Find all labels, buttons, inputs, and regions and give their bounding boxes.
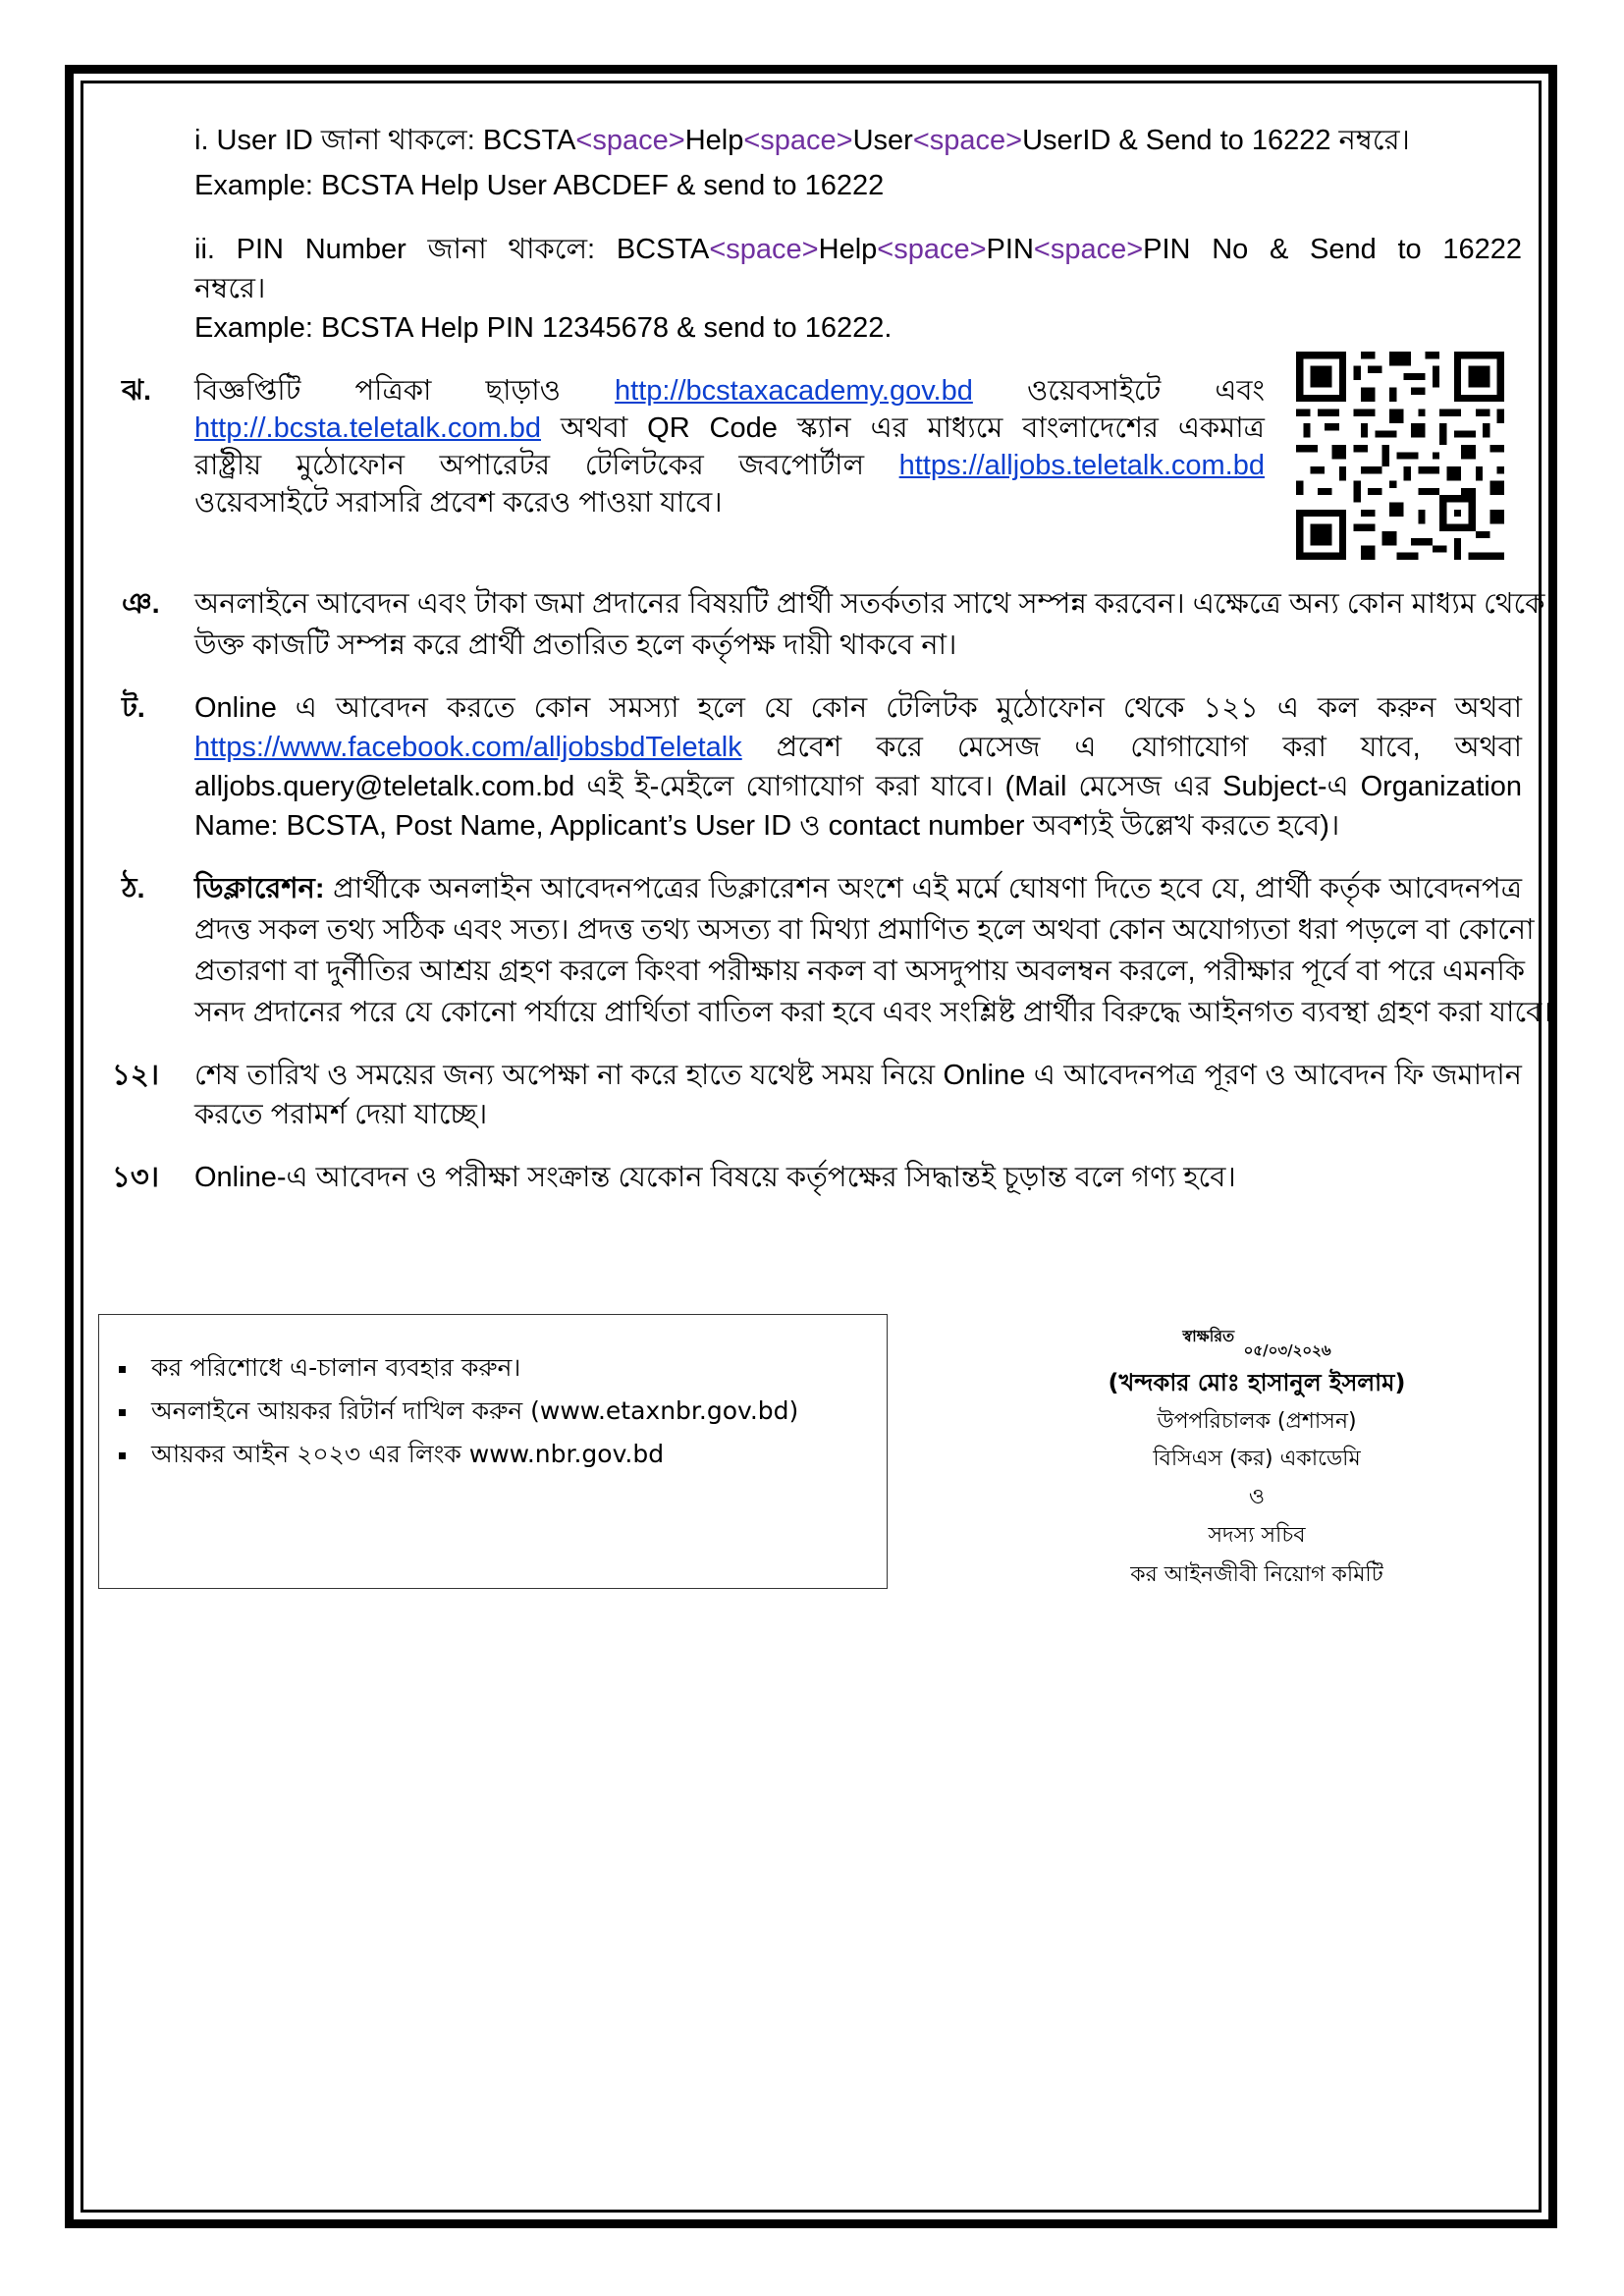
item-marker-jha: ঝ. xyxy=(122,375,152,407)
item-tha-line4: সনদ প্রদানের পরে যে কোনো পর্যায়ে প্রার্থিতা বাতিল করা হবে এবং সংশ্লিষ্ট প্রার্থীর বিরুদ্ধে আইনগত ব্যবস্থা গ্রহণ করা যাবে। xyxy=(194,997,1552,1028)
signatory-title: উপপরিচালক (প্রশাসন) xyxy=(1157,1409,1357,1434)
item-marker-tha: ঠ. xyxy=(122,873,145,904)
item-marker-12: ১২। xyxy=(112,1060,160,1091)
item-13-line1: Online-এ আবেদন ও পরীক্ষা সংক্রান্ত যেকোন বিষয়ে কর্তৃপক্ষের সিদ্ধান্তই চূড়ান্ত বলে গণ্য হবে। xyxy=(194,1162,1236,1193)
tax-info-box xyxy=(98,1314,888,1589)
item-nya-line1: অনলাইনে আবেদন এবং টাকা জমা প্রদানের বিষয়টি প্রার্থী সতর্কতার সাথে সম্পন্ন করবেন। এক্ষেত্রে অন্য কোন মাধ্যম থেকে xyxy=(194,588,1545,620)
item-ta-line1: Online এ আবেদন করতে কোন সমস্যা হলে যে কোন টেলিটক মুঠোফোন থেকে ১২১ এ কল করুন অথবা xyxy=(194,692,1522,724)
bullet-icon xyxy=(119,1409,126,1416)
item-marker-13: ১৩। xyxy=(112,1162,160,1193)
item-marker-nya: ঞ. xyxy=(122,588,160,620)
facebook-alljobs-link[interactable]: https://www.facebook.com/alljobsbdTeletalk xyxy=(194,732,742,763)
bcstaxacademy-link[interactable]: http://bcstaxacademy.gov.bd xyxy=(615,375,973,407)
item-nya-line2: উক্ত কাজটি সম্পন্ন করে প্রার্থী প্রতারিত হলে কর্তৃপক্ষ দায়ী থাকবে না। xyxy=(194,629,957,661)
signatory-name: (খন্দকার মোঃ হাসানুল ইসলাম) xyxy=(1108,1369,1406,1396)
instruction-pin-example: Example: BCSTA Help PIN 12345678 & send to 16222. xyxy=(194,312,893,344)
signatory-committee: কর আইনজীবী নিয়োগ কমিটি xyxy=(1130,1562,1383,1587)
info-bullet-3: আয়কর আইন ২০২৩ এর লিংক www.nbr.gov.bd xyxy=(119,1439,664,1470)
item-jha-line3: রাষ্ট্রীয় মুঠোফোন অপারেটর টেলিটকের জবপোর্টাল https://alljobs.teletalk.com.bd xyxy=(194,450,1265,481)
bullet-icon xyxy=(119,1366,126,1373)
item-tha-line1: ডিক্লারেশন: প্রার্থীকে অনলাইন আবেদনপত্রের ডিক্লারেশন অংশে এই মর্মে ঘোষণা দিতে হবে যে, প্রার্থী কর্তৃক আবেদনপত্র xyxy=(194,873,1523,904)
item-jha-line1: বিজ্ঞপ্তিটি পত্রিকা ছাড়াও http://bcstaxacademy.gov.bd ওয়েবসাইটে এবং xyxy=(194,375,1265,407)
item-12-line1: শেষ তারিখ ও সময়ের জন্য অপেক্ষা না করে হাতে যথেষ্ট সময় নিয়ে Online এ আবেদনপত্র পূরণ ও আবেদন ফি জমাদান xyxy=(194,1060,1522,1091)
signatory-title2: সদস্য সচিব xyxy=(1208,1523,1306,1548)
item-tha-line3: প্রতারণা বা দুর্নীতির আশ্রয় গ্রহণ করলে কিংবা পরীক্ষায় নকল বা অসদুপায় অবলম্বন করলে, পরীক্ষার পূর্বে বা পরে এমনকি xyxy=(194,956,1526,987)
item-tha-line2: প্রদত্ত সকল তথ্য সঠিক এবং সত্য। প্রদত্ত তথ্য অসত্য বা মিথ্যা প্রমাণিত হলে অথবা কোন অযোগ্যতা ধরা পড়লে বা কোনো xyxy=(194,914,1535,946)
instruction-user-id: i. User ID জানা থাকলে: BCSTA<space>Help<space>User<space>UserID & Send to 16222 নম্বরে। xyxy=(194,125,1410,156)
instruction-user-id-example: Example: BCSTA Help User ABCDEF & send to 16222 xyxy=(194,170,885,201)
item-ta-line2: https://www.facebook.com/alljobsbdTeletalk প্রবেশ করে মেসেজ এ যোগাযোগ করা যাবে, অথবা xyxy=(194,732,1522,763)
signatory-and: ও xyxy=(1248,1485,1266,1509)
instruction-pin-cont: নম্বরে। xyxy=(194,273,266,304)
signed-date: ০৫/০৩/২০২৬ xyxy=(1243,1341,1331,1359)
bcsta-teletalk-link[interactable]: http://.bcsta.teletalk.com.bd xyxy=(194,412,542,444)
item-12-line2: করতে পরামর্শ দেয়া যাচ্ছে। xyxy=(194,1099,488,1130)
qr-code-icon[interactable] xyxy=(1294,352,1506,560)
bullet-icon xyxy=(119,1452,126,1459)
signatory-org: বিসিএস (কর) একাডেমি xyxy=(1153,1447,1361,1471)
item-ta-line4: Name: BCSTA, Post Name, Applicant’s User ID ও contact number অবশ্যই উল্লেখ করতে হবে)। xyxy=(194,810,1340,842)
alljobs-teletalk-link[interactable]: https://alljobs.teletalk.com.bd xyxy=(898,450,1265,481)
item-ta-line3: alljobs.query@teletalk.com.bd এই ই-মেইলে যোগাযোগ করা যাবে। (Mail মেসেজ এর Subject-এ Organization xyxy=(194,771,1522,802)
instruction-pin: ii. PIN Number জানা থাকলে: BCSTA<space>Help<space>PIN<space>PIN No & Send to 16222 xyxy=(194,234,1522,265)
signed-label: স্বাক্ষরিত ০৫/০৩/২০২৬ xyxy=(1182,1327,1331,1359)
item-jha-line2: http://.bcsta.teletalk.com.bd অথবা QR Code স্ক্যান এর মাধ্যমে বাংলাদেশের একমাত্র xyxy=(194,412,1265,444)
item-jha-line4: ওয়েবসাইটে সরাসরি প্রবেশ করেও পাওয়া যাবে। xyxy=(194,487,723,519)
info-bullet-1: কর পরিশোধে এ-চালান ব্যবহার করুন। xyxy=(119,1352,520,1384)
info-bullet-2: অনলাইনে আয়কর রিটার্ন দাখিল করুন (www.etaxnbr.gov.bd) xyxy=(119,1395,798,1427)
item-marker-ta: ট. xyxy=(122,692,145,724)
